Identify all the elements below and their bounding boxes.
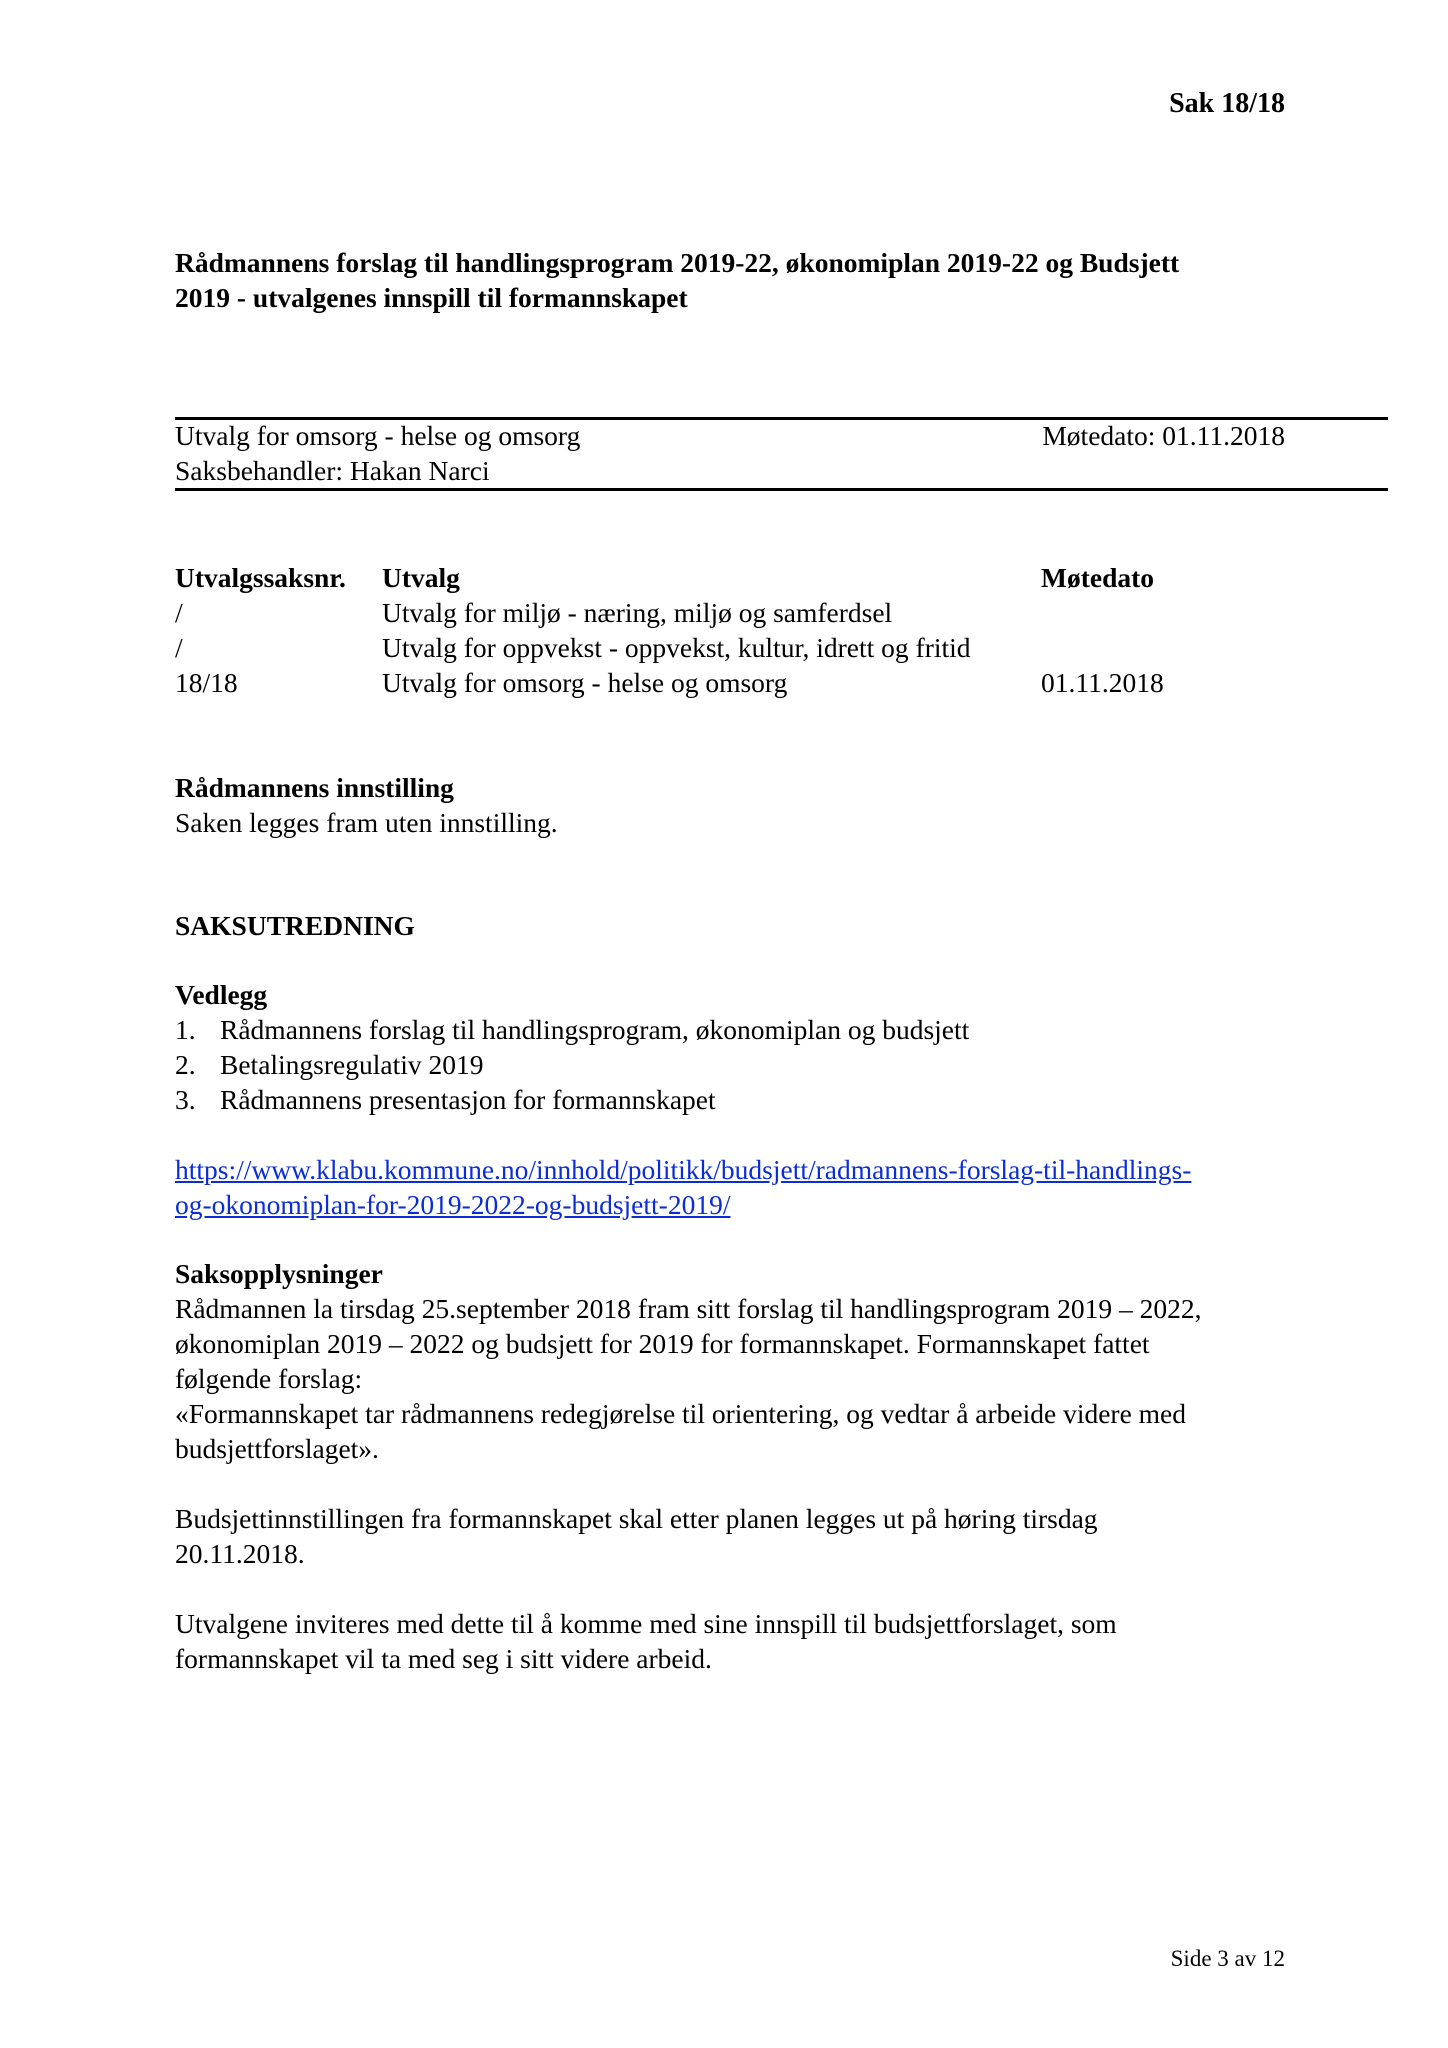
caseworker: Saksbehandler: Hakan Narci [175,455,490,486]
header-meeting-date: Møtedato [1041,562,1155,593]
cell-case-number: 18/18 [175,667,238,698]
list-item-text: Rådmannens presentasjon for formannskapet [220,1084,716,1115]
budget-link[interactable] [175,1152,1295,1222]
list-item-number: 3. [175,1084,196,1115]
budget-link-line-1: https://www.klabu.kommune.no/innhold/politikk/budsjett/radmannens-forslag-til-handlings- [175,1154,1192,1185]
header-case-number: Utvalgssaksnr. [175,562,346,593]
cell-meeting-date: 01.11.2018 [1041,667,1164,698]
saksutredning-heading: SAKSUTREDNING [175,910,415,941]
innstilling-text: Saken legges fram uten innstilling. [175,807,558,838]
saksopplysninger-heading: Saksopplysninger [175,1258,383,1289]
committee-name: Utvalg for omsorg - helse og omsorg [175,420,581,451]
paragraph-2 [175,1501,1295,1571]
innstilling-heading: Rådmannens innstilling [175,772,454,803]
document-title [175,245,1275,315]
text-line: Budsjettinnstillingen fra formannskapet skal etter planen legges ut på høring tirsdag [175,1503,1098,1534]
cell-committee: Utvalg for miljø - næring, miljø og samferdsel [382,597,893,628]
paragraph-gap [175,1571,1295,1606]
text-line: følgende forslag: [175,1363,363,1394]
list-item [175,1082,1295,1117]
cell-case-number: / [175,632,183,663]
paragraph-gap [175,1466,1295,1501]
list-item [175,1012,1295,1047]
list-item [175,1047,1295,1082]
innstilling-section [175,770,1295,840]
meeting-date: Møtedato: 01.11.2018 [1042,420,1285,451]
list-item-text: Betalingsregulativ 2019 [220,1049,484,1080]
budget-link-line-2: og-okonomiplan-for-2019-2022-og-budsjett-2019/ [175,1189,731,1220]
bottom-divider [175,488,1388,491]
text-line: «Formannskapet tar rådmannens redegjørelse til orientering, og vedtar å arbeide videre med [175,1398,1187,1429]
list-item-number: 1. [175,1014,196,1045]
list-item-text: Rådmannens forslag til handlingsprogram, økonomiplan og budsjett [220,1014,970,1045]
cell-case-number: / [175,597,183,628]
vedlegg-section [175,977,1295,1117]
saksopplysninger-section [175,1256,1295,1676]
text-line: formannskapet vil ta med seg i sitt videre arbeid. [175,1643,712,1674]
text-line: Utvalgene inviteres med dette til å komme med sine innspill til budsjettforslaget, som [175,1608,1117,1639]
sak-number: Sak 18/18 [1169,88,1285,119]
attachment-list [175,1012,1295,1117]
header-committee: Utvalg [382,562,460,593]
budget-link-block [175,1152,1295,1222]
paragraph-1 [175,1291,1295,1466]
text-line: 20.11.2018. [175,1538,305,1569]
text-line: budsjettforslaget». [175,1433,379,1464]
document-title-line-2: 2019 - utvalgenes innspill til formannskapet [175,282,688,313]
list-item-number: 2. [175,1049,196,1080]
paragraph-3 [175,1606,1295,1676]
document-title-line-1: Rådmannens forslag til handlingsprogram 2019-22, økonomiplan 2019-22 og Budsjett [175,247,1180,278]
text-line: økonomiplan 2019 – 2022 og budsjett for 2019 for formannskapet. Formannskapet fattet [175,1328,1150,1359]
text-line: Rådmannen la tirsdag 25.september 2018 fram sitt forslag til handlingsprogram 2019 – 2022, [175,1293,1202,1324]
vedlegg-heading: Vedlegg [175,979,268,1010]
cell-committee: Utvalg for oppvekst - oppvekst, kultur, idrett og fritid [382,632,971,663]
cell-committee: Utvalg for omsorg - helse og omsorg [382,667,788,698]
page-number: Side 3 av 12 [1170,1946,1285,1971]
